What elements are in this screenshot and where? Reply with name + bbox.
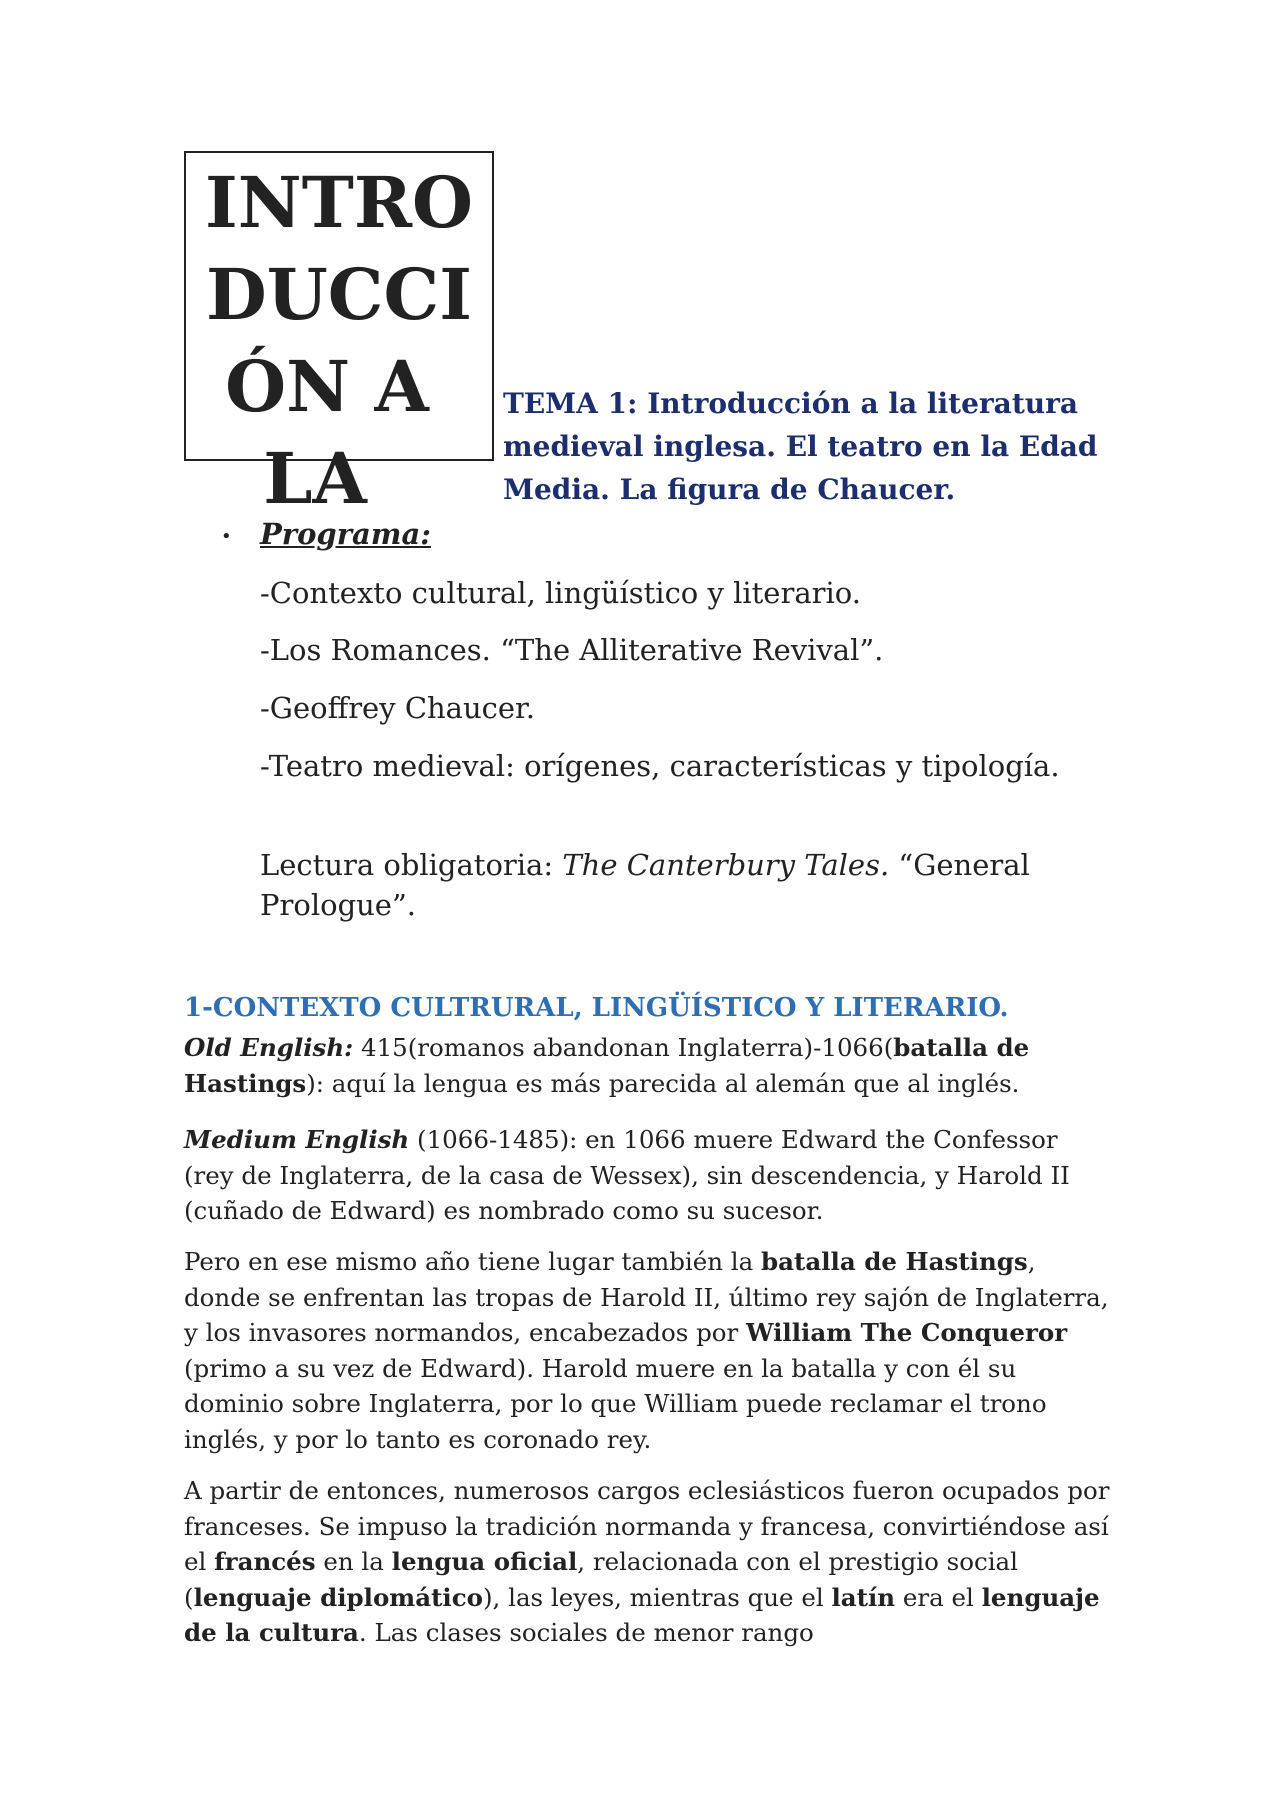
paragraph-text: ), las leyes, mientras que el	[482, 1582, 832, 1612]
bullet-icon: •	[221, 526, 232, 547]
title-line: LA	[263, 437, 367, 520]
programa-item: -Geoffrey Chaucer.	[260, 691, 535, 725]
bold-term: lenguaje diplomático	[193, 1582, 483, 1612]
bold-term: batalla de Hastings	[761, 1247, 1028, 1276]
title-line: INTRO	[205, 161, 473, 244]
bold-term: latín	[831, 1582, 896, 1612]
paragraph-medium-english	[184, 1122, 1114, 1229]
bold-term: lengua oficial	[391, 1547, 578, 1576]
paragraph-text: A partir de entonces, numerosos cargos eclesiásticos fueron ocupados por franceses. Se impuso la tradición normanda y francesa, convirtiéndose así el	[184, 1476, 1110, 1576]
title-line: ÓN A	[225, 345, 429, 428]
paragraph-text: ): aquí la lengua es más parecida al alemán que al inglés.	[306, 1068, 1020, 1098]
bold-term: batalla de Hastings	[184, 1033, 1030, 1098]
paragraph-text: (1066-1485): en 1066 muere Edward the Confessor (rey de Inglaterra, de la casa de Wessex), sin descendencia, y Harold II (cuñado de Edward) es nombrado como su sucesor.	[184, 1125, 1070, 1225]
section-heading: 1-CONTEXTO CULTRURAL, LINGÜÍSTICO Y LITERARIO.	[184, 993, 1009, 1023]
term-label: Medium English	[184, 1125, 410, 1154]
paragraph-old-english	[184, 1030, 1114, 1101]
paragraph-text: . Las clases sociales de menor rango	[358, 1618, 814, 1647]
lectura-obligatoria	[260, 845, 1060, 925]
lectura-title: The Canterbury Tales.	[562, 848, 890, 882]
programa-item: -Contexto cultural, lingüístico y literario.	[260, 576, 861, 610]
lectura-suffix: “General Prologue”.	[260, 848, 1030, 922]
paragraph-text: Pero en ese mismo año tiene lugar también la	[184, 1247, 762, 1276]
lectura-prefix: Lectura obligatoria:	[260, 848, 563, 882]
programa-heading: Programa:	[260, 517, 431, 551]
tema-heading: TEMA 1: Introducción a la literatura medieval inglesa. El teatro en la Edad Media. La figura de Chaucer.	[503, 387, 1098, 506]
paragraph-text: (primo a su vez de Edward). Harold muere en la batalla y con él su dominio sobre Inglaterra, por lo que William puede reclamar el trono inglés, y por lo tanto es coronado rey.	[184, 1353, 1047, 1454]
paragraph-text: , relacionada con el prestigio social (	[184, 1547, 1018, 1612]
paragraph-text: , donde se enfrentan las tropas de Harold II, último rey sajón de Inglaterra, y los invasores normandos, encabezados por	[184, 1247, 1109, 1347]
bold-term: William The Conqueror	[746, 1318, 1068, 1347]
paragraph-text: era el	[895, 1582, 982, 1612]
programa-item: -Teatro medieval: orígenes, características y tipología.	[260, 749, 1060, 783]
paragraph-frances	[184, 1473, 1114, 1651]
bold-term: francés	[214, 1547, 316, 1576]
paragraph-text: 415(romanos abandonan Inglaterra)-1066(	[353, 1033, 894, 1062]
paragraph-hastings	[184, 1244, 1114, 1457]
programa-item: -Los Romances. “The Alliterative Revival”.	[260, 633, 884, 667]
title-line: DUCCI	[206, 253, 472, 336]
paragraph-text: en la	[315, 1547, 392, 1576]
term-label: Old English:	[184, 1033, 354, 1062]
bold-term: lenguaje de la cultura	[184, 1582, 1100, 1647]
